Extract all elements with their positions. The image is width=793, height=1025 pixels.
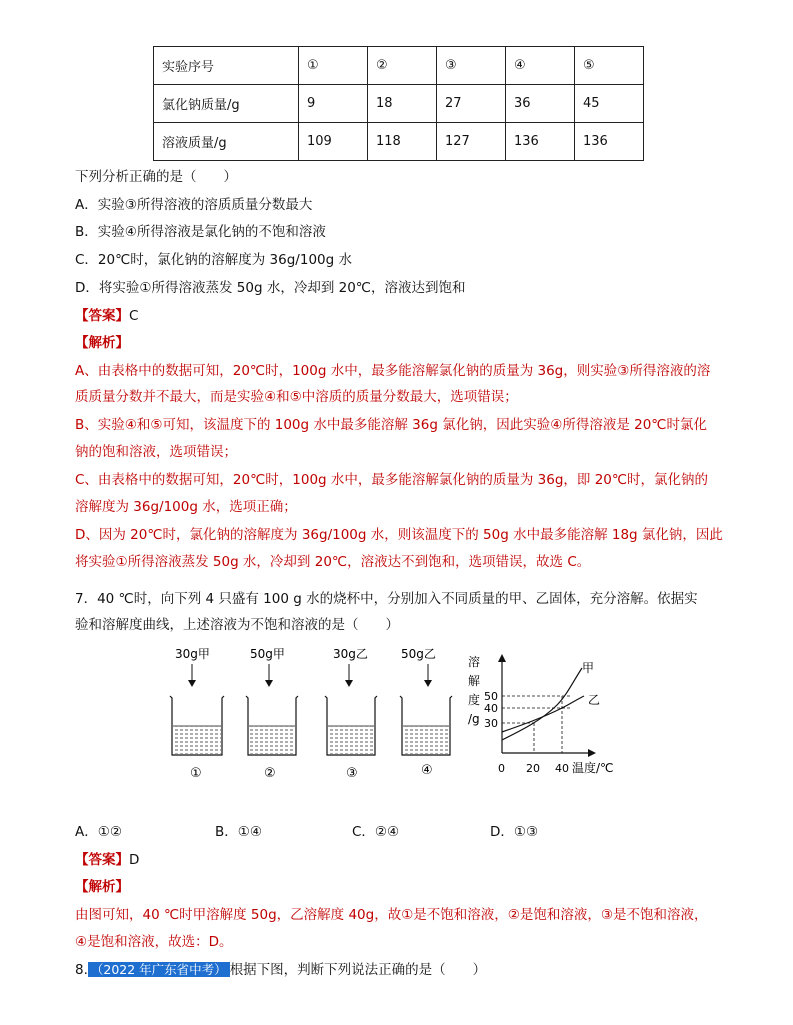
analysis-line: C、由表格中的数据可知，20℃时，100g 水中，最多能溶解氯化钠的质量为 36g，即 20℃时，氯化钠的 [75, 472, 709, 488]
analysis-line: A、由表格中的数据可知，20℃时，100g 水中，最多能溶解氯化钠的质量为 36g，则实验③所得溶液的溶 [75, 363, 711, 379]
graph-xlabel: 温度/℃ [572, 761, 614, 775]
graph-ylabel: 度 [468, 693, 481, 707]
experiment-table [153, 46, 644, 161]
table-cell: 27 [437, 85, 506, 123]
option-b: B．①④ [215, 824, 262, 840]
table-cell: 127 [437, 123, 506, 161]
beaker-label: 50g乙 [401, 647, 436, 661]
graph-ytick: 40 [484, 702, 498, 715]
beaker-3 [325, 647, 377, 781]
graph-xtick: 20 [526, 762, 540, 775]
option-a: A．实验③所得溶液的溶质质量分数最大 [75, 197, 313, 213]
graph-ylabel: 解 [468, 674, 481, 688]
graph-ytick: 30 [484, 717, 498, 730]
table-cell: 实验序号 [154, 47, 299, 85]
beaker-1 [170, 647, 224, 781]
analysis-line: 质质量分数并不最大，而是实验④和⑤中溶质的质量分数最大，选项错误； [75, 389, 518, 405]
table-cell: 118 [368, 123, 437, 161]
table-row [154, 123, 644, 161]
answer-label: 【答案】 [75, 308, 129, 324]
analysis-line: D、因为 20℃时，氯化钠的溶解度为 36g/100g 水，则该温度下的 50g 水中最多能溶解 18g 氯化钠，因此 [75, 527, 723, 543]
beaker-4 [400, 647, 452, 778]
table-cell: ② [368, 47, 437, 85]
analysis-label: 【解析】 [75, 879, 129, 895]
table-cell: 36 [506, 85, 575, 123]
beaker-label: 30g乙 [333, 647, 368, 661]
analysis-line: 将实验①所得溶液蒸发 50g 水，冷却到 20℃，溶液达不到饱和，选项错误，故选 C。 [75, 554, 591, 570]
beaker-label: 30g甲 [175, 647, 210, 661]
question-text: 验和溶解度曲线，上述溶液为不饱和溶液的是（ ） [75, 617, 399, 633]
analysis-line: 由图可知，40 ℃时甲溶解度 50g，乙溶解度 40g，故①是不饱和溶液，②是饱和溶液，③是不饱和溶液， [75, 907, 708, 923]
answer-line [75, 304, 138, 324]
question-number: 8. [75, 962, 88, 978]
table-cell: 氯化钠质量/g [154, 85, 299, 123]
table-cell: 136 [575, 123, 644, 161]
analysis-line: 钠的饱和溶液，选项错误； [75, 444, 237, 460]
solubility-graph [462, 650, 627, 780]
option-d: D．将实验①所得溶液蒸发 50g 水，冷却到 20℃，溶液达到饱和 [75, 280, 466, 296]
graph-ylabel: 溶 [468, 655, 481, 669]
graph-xtick: 0 [498, 762, 505, 775]
beaker-2 [246, 647, 298, 781]
curve-label-jia: 甲 [582, 661, 595, 675]
beaker-number: ③ [346, 766, 358, 781]
question-8 [75, 958, 486, 978]
source-tag: （2022 年广东省中考） [88, 962, 230, 977]
graph-xtick: 40 [555, 762, 569, 775]
table-row [154, 85, 644, 123]
option-c: C．20℃时，氯化钠的溶解度为 36g/100g 水 [75, 252, 352, 268]
beaker-number: ② [264, 766, 276, 781]
table-cell: 溶液质量/g [154, 123, 299, 161]
question-prompt: 下列分析正确的是（ ） [75, 169, 237, 185]
graph-ytick: 50 [484, 690, 498, 703]
table-cell: 136 [506, 123, 575, 161]
table-cell: 109 [299, 123, 368, 161]
answer-value: D [129, 852, 140, 868]
table-cell: 9 [299, 85, 368, 123]
option-d: D．①③ [490, 824, 539, 840]
analysis-label: 【解析】 [75, 335, 129, 351]
table-cell: 18 [368, 85, 437, 123]
table-cell: ③ [437, 47, 506, 85]
analysis-line: 溶解度为 36g/100g 水，选项正确； [75, 499, 297, 515]
table-cell: ⑤ [575, 47, 644, 85]
option-b: B．实验④所得溶液是氯化钠的不饱和溶液 [75, 224, 326, 240]
curve-label-yi: 乙 [588, 693, 601, 707]
beakers-figure [150, 640, 470, 790]
curve-yi [502, 696, 584, 732]
answer-label: 【答案】 [75, 852, 129, 868]
question-text: 根据下图，判断下列说法正确的是（ ） [229, 962, 487, 978]
answer-line [75, 848, 139, 868]
beaker-number: ① [190, 766, 202, 781]
analysis-line: ④是饱和溶液，故选：D。 [75, 934, 233, 950]
question-text: 7．40 ℃时，向下列 4 只盛有 100 g 水的烧杯中，分别加入不同质量的甲、乙固体，充分溶解。依据实 [75, 591, 698, 607]
beaker-number: ④ [421, 763, 433, 778]
table-row [154, 47, 644, 85]
answer-value: C [129, 308, 139, 324]
graph-ylabel: /g [468, 712, 480, 726]
table-cell: ④ [506, 47, 575, 85]
table-cell: 45 [575, 85, 644, 123]
option-c: C．②④ [352, 824, 400, 840]
analysis-line: B、实验④和⑤可知，该温度下的 100g 水中最多能溶解 36g 氯化钠，因此实验④所得溶液是 20℃时氯化 [75, 417, 707, 433]
beaker-label: 50g甲 [250, 647, 285, 661]
table-cell: ① [299, 47, 368, 85]
option-a: A．①② [75, 824, 122, 840]
